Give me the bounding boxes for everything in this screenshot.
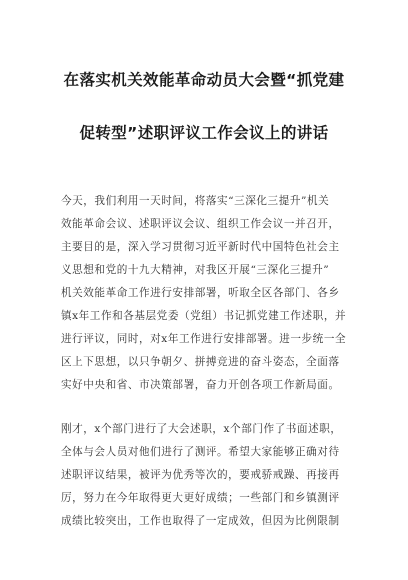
paragraph-1-line-3: 主要目的是，深入学习贯彻习近平新时代中国特色社会主 <box>61 241 340 253</box>
paragraph-1-line-1: 今天，我们利用一天时间，将落实“三深化三提升”机关 <box>61 195 330 207</box>
paragraph-2-line-4: 厉，努力在今年取得更大更好成绩；一些部门和乡镇测评 <box>61 492 340 504</box>
paragraph-2-line-5: 成绩比较突出，工作也取得了一定成效，但因为比例限制 <box>61 515 340 527</box>
paragraph-1-line-7: 进行评议，同时，对x年工作进行安排部署。进一步统一全 <box>61 333 347 345</box>
paragraph-1-line-4: 义思想和党的十九大精神，对我区开展“三深化三提升” <box>61 264 330 276</box>
paragraph-1-line-8: 区上下思想，以只争朝夕、拼搏竞进的奋斗姿态，全面落 <box>61 356 340 368</box>
paragraph-1-line-6: 镇x年工作和各基层党委（党组）书记抓党建工作述职，并 <box>61 310 347 322</box>
paragraph-1-line-2: 效能革命会议、述职评议会议、组织工作会议一并召开， <box>61 218 340 230</box>
document-title-line-2: 促转型”述职评议工作会议上的讲话 <box>79 124 329 142</box>
paragraph-2-line-3: 述职评议结果，被评为优秀等次的，要戒骄戒躁、再接再 <box>61 469 340 481</box>
document-title-line-1: 在落实机关效能革命动员大会暨“抓党建 <box>63 71 345 89</box>
paragraph-2-line-1: 刚才，x个部门进行了大会述职，x个部门作了书面述职， <box>61 423 342 435</box>
paragraph-1-line-9: 实好中央和省、市决策部署，奋力开创各项工作新局面。 <box>61 379 340 391</box>
paragraph-1-line-5: 机关效能革命工作进行安排部署，听取全区各部门、各乡 <box>61 287 340 299</box>
paragraph-2-line-2: 全体与会人员对他们进行了测评。希望大家能够正确对待 <box>61 446 340 458</box>
